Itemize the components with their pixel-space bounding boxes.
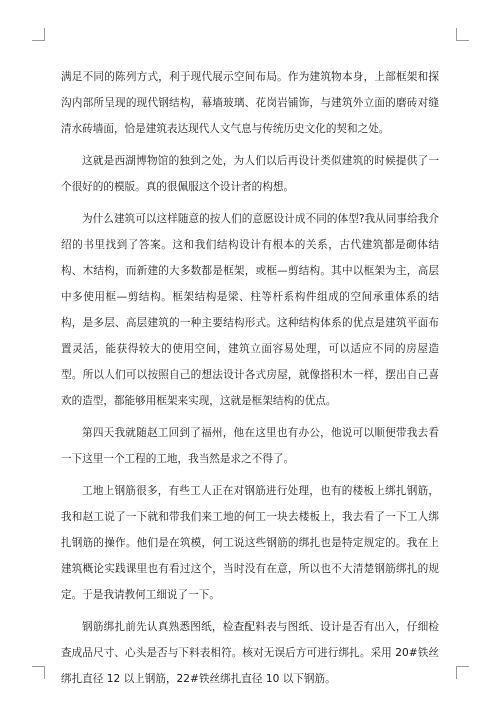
paragraph: 钢筋绑扎前先认真熟悉图纸，检查配料表与图纸、设计是否有出入，仔细检查成品尺寸、心头是否与下料表相符。核对无误后方可进行绑扎。采用 20#铁丝绑扎直径 12 以上钢筋，22#铁丝绑扎直径 10 以下钢筋。 — [61, 621, 439, 685]
document-body — [61, 64, 439, 698]
crop-mark-top-right — [456, 28, 469, 41]
paragraph: 工地上钢筋很多，有些工人正在对钢筋进行处理，也有的楼板上绑扎钢筋，我和赵工说了一下就和带我们来工地的何工一块去楼板上，我去看了一下工人绑扎钢筋的操作。他们是在筑模，何工说这些钢筋的绑扎也是特定规定的。我在上建筑概论实践课里也有看过这个，当时没有在意，所以也不大清楚钢筋绑扎的规定。于是我请教何工细说了一下。 — [61, 485, 439, 601]
crop-mark-top-left — [32, 28, 45, 41]
paragraph: 这就是西湖博物馆的独到之处，为人们以后再设计类似建筑的时候提供了一个很好的的模版。真的很佩服这个设计者的构想。 — [61, 155, 439, 193]
crop-mark-bottom-left — [32, 666, 45, 679]
paragraph: 满足不同的陈列方式，利于现代展示空间布局。作为建筑物本身，上部框架和探沟内部所呈现的现代钢结构，幕墙玻璃、花岗岩铺饰，与建筑外立面的磨砖对缝清水砖墙面，恰是建筑表达现代人文气息与传统历史文化的契和之处。 — [61, 71, 439, 135]
crop-mark-bottom-right — [456, 666, 469, 679]
paragraph: 第四天我就随赵工回到了福州，他在这里也有办公，他说可以顺便带我去看一下这里一个工程的工地，我当然是求之不得了。 — [61, 427, 439, 465]
paragraph: 为什么建筑可以这样随意的按人们的意愿设计成不同的体型?我从同事给我介绍的书里找到了答案。这和我们结构设计有根本的关系，古代建筑都是砌体结构、木结构，而新建的大多数都是框架，或框—剪结构。其中以框架为主，高层中多使用框—剪结构。框架结构是梁、柱等杆系构件组成的空间承重体系的结构，是多层、高层建筑的一种主要结构形式。这种结构体系的优点是建筑平面布置灵活，能获得较大的使用空间，建筑立面容易处理，可以适应不同的房屋造型。所以人们可以按照自己的想法设计各式房屋，就像搭积木一样，摆出自己喜欢的造型，都能够用框架来实现，这就是框架结构的优点。 — [61, 213, 439, 407]
